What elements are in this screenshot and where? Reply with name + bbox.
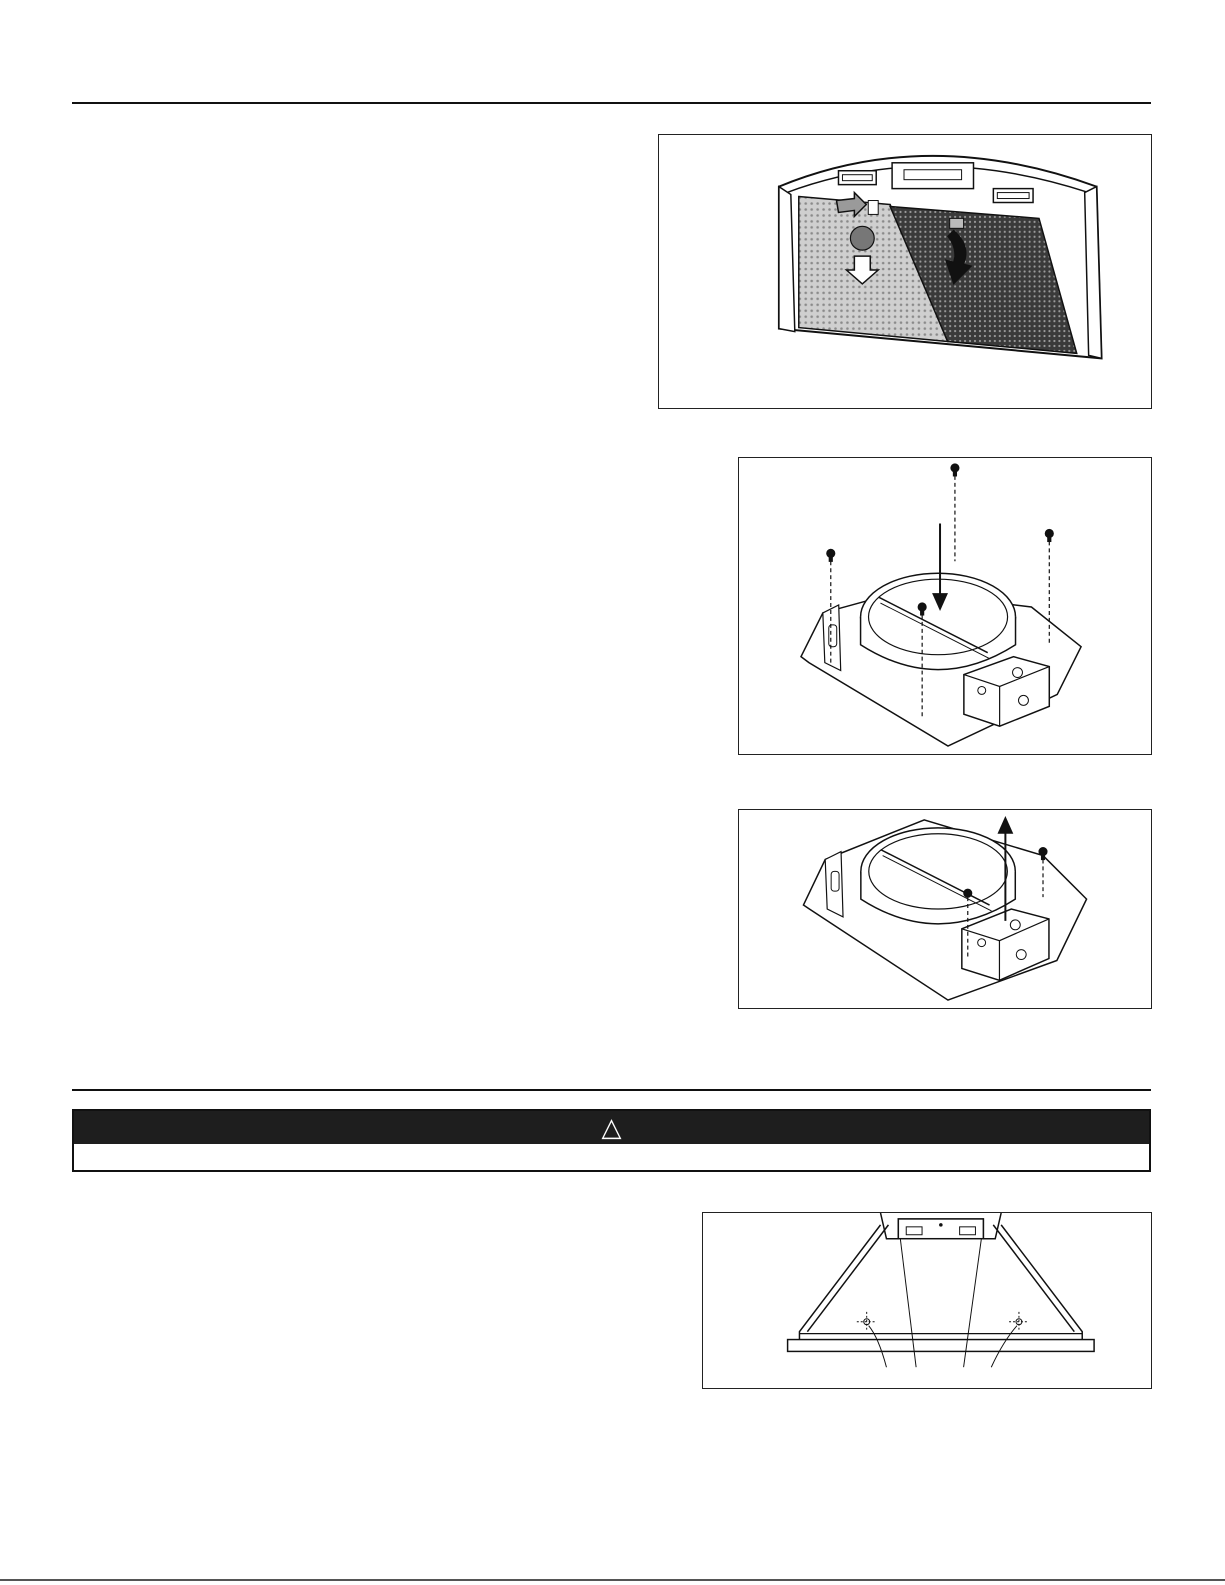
- hood-mounting-holes-illustration: [703, 1213, 1151, 1388]
- damper-mounting-screws-illustration: [739, 458, 1151, 754]
- warning-triangle-icon: △: [601, 1112, 622, 1143]
- top-rule: [72, 102, 1151, 104]
- range-hood-filter-removal-illustration: [659, 135, 1151, 408]
- filter-removal-figure: [658, 134, 1152, 409]
- junction-box-figure: [738, 809, 1152, 1009]
- damper-installation-figure: [738, 457, 1152, 755]
- warning-header-bar: [74, 1111, 1149, 1144]
- junction-box-removal-illustration: [739, 810, 1151, 1008]
- warning-box: [72, 1109, 1151, 1172]
- page-bottom-rule: [0, 1579, 1225, 1581]
- hood-mounting-figure: [702, 1212, 1152, 1389]
- section-rule: [72, 1089, 1151, 1091]
